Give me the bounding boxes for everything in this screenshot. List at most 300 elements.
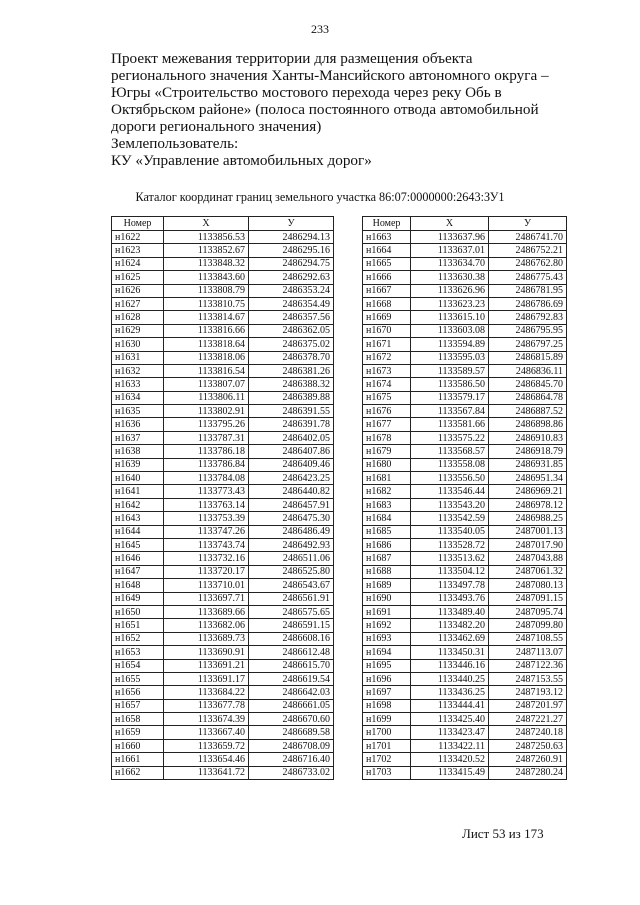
coordinates-table-right xyxy=(362,216,567,780)
coordinate-x: 1133575.22 xyxy=(411,431,489,444)
coordinate-y: 2486612.48 xyxy=(249,646,334,659)
point-number: н1632 xyxy=(112,364,164,377)
coordinate-y: 2486708.09 xyxy=(249,739,334,752)
coordinate-x: 1133802.91 xyxy=(164,405,249,418)
table-row xyxy=(112,646,334,659)
coordinate-x: 1133603.08 xyxy=(411,324,489,337)
coordinate-y: 2486797.25 xyxy=(489,338,567,351)
point-number: н1652 xyxy=(112,632,164,645)
table-row xyxy=(363,271,567,284)
point-number: н1688 xyxy=(363,565,411,578)
table-row xyxy=(112,686,334,699)
coordinate-y: 2486575.65 xyxy=(249,605,334,618)
table-row xyxy=(363,592,567,605)
point-number: н1693 xyxy=(363,632,411,645)
point-number: н1664 xyxy=(363,244,411,257)
catalog-title: Каталог координат границ земельного участка 86:07:0000000:2643:ЗУ1 xyxy=(135,190,505,204)
table-row xyxy=(363,231,567,244)
coordinate-x: 1133747.26 xyxy=(164,525,249,538)
coordinate-y: 2486357.56 xyxy=(249,311,334,324)
table-row xyxy=(363,244,567,257)
point-number: н1634 xyxy=(112,391,164,404)
coordinate-y: 2487193.12 xyxy=(489,686,567,699)
point-number: н1624 xyxy=(112,257,164,270)
coordinate-y: 2486402.05 xyxy=(249,431,334,444)
coordinate-y: 2486615.70 xyxy=(249,659,334,672)
column-header-x: X xyxy=(411,217,489,231)
coordinate-y: 2486741.70 xyxy=(489,231,567,244)
coordinate-y: 2486898.86 xyxy=(489,418,567,431)
table-row xyxy=(112,257,334,270)
table-row xyxy=(112,351,334,364)
coordinate-y: 2486815.89 xyxy=(489,351,567,364)
coordinate-x: 1133810.75 xyxy=(164,297,249,310)
table-row xyxy=(112,297,334,310)
coordinate-y: 2486378.70 xyxy=(249,351,334,364)
table-row xyxy=(112,324,334,337)
coordinate-y: 2486969.21 xyxy=(489,485,567,498)
coordinate-y: 2486836.11 xyxy=(489,364,567,377)
coordinate-y: 2486689.58 xyxy=(249,726,334,739)
coordinate-y: 2487153.55 xyxy=(489,672,567,685)
coordinate-y: 2487122.36 xyxy=(489,659,567,672)
coordinate-x: 1133581.66 xyxy=(411,418,489,431)
point-number: н1663 xyxy=(363,231,411,244)
table-row xyxy=(363,565,567,578)
coordinate-y: 2486391.78 xyxy=(249,418,334,431)
column-header-x: X xyxy=(164,217,249,231)
point-number: н1650 xyxy=(112,605,164,618)
point-number: н1674 xyxy=(363,378,411,391)
table-row xyxy=(112,231,334,244)
coordinate-x: 1133446.16 xyxy=(411,659,489,672)
land-user-name: КУ «Управление автомобильных дорог» xyxy=(111,152,372,169)
coordinate-x: 1133786.18 xyxy=(164,445,249,458)
table-row xyxy=(112,619,334,632)
point-number: н1648 xyxy=(112,579,164,592)
coordinate-y: 2487091.15 xyxy=(489,592,567,605)
table-row xyxy=(112,498,334,511)
table-row xyxy=(363,753,567,766)
table-row xyxy=(112,766,334,779)
point-number: н1633 xyxy=(112,378,164,391)
table-row xyxy=(112,364,334,377)
coordinate-x: 1133556.50 xyxy=(411,472,489,485)
coordinate-y: 2486362.05 xyxy=(249,324,334,337)
coordinate-y: 2486781.95 xyxy=(489,284,567,297)
coordinate-x: 1133423.47 xyxy=(411,726,489,739)
table-row xyxy=(112,338,334,351)
coordinate-x: 1133462.69 xyxy=(411,632,489,645)
coordinate-y: 2487061.32 xyxy=(489,565,567,578)
coordinate-x: 1133818.64 xyxy=(164,338,249,351)
coordinate-y: 2486353.24 xyxy=(249,284,334,297)
coordinate-x: 1133720.17 xyxy=(164,565,249,578)
point-number: н1629 xyxy=(112,324,164,337)
coordinate-y: 2486918.79 xyxy=(489,445,567,458)
coordinate-y: 2486381.26 xyxy=(249,364,334,377)
table-row xyxy=(112,579,334,592)
point-number: н1695 xyxy=(363,659,411,672)
table-row xyxy=(363,525,567,538)
coordinate-x: 1133773.43 xyxy=(164,485,249,498)
point-number: н1636 xyxy=(112,418,164,431)
table-row xyxy=(112,538,334,551)
coordinate-x: 1133482.20 xyxy=(411,619,489,632)
coordinate-y: 2486354.49 xyxy=(249,297,334,310)
header-line: Проект межевания территории для размещения объекта xyxy=(111,50,473,67)
coordinate-x: 1133594.89 xyxy=(411,338,489,351)
point-number: н1635 xyxy=(112,405,164,418)
point-number: н1692 xyxy=(363,619,411,632)
coordinate-y: 2486292.63 xyxy=(249,271,334,284)
point-number: н1628 xyxy=(112,311,164,324)
coordinate-y: 2486642.03 xyxy=(249,686,334,699)
coordinate-x: 1133691.17 xyxy=(164,672,249,685)
coordinate-y: 2486294.75 xyxy=(249,257,334,270)
point-number: н1665 xyxy=(363,257,411,270)
column-header-y: У xyxy=(249,217,334,231)
table-row xyxy=(363,257,567,270)
point-number: н1676 xyxy=(363,405,411,418)
table-row xyxy=(363,472,567,485)
point-number: н1678 xyxy=(363,431,411,444)
coordinate-x: 1133689.66 xyxy=(164,605,249,618)
point-number: н1703 xyxy=(363,766,411,779)
coordinate-x: 1133637.01 xyxy=(411,244,489,257)
table-row xyxy=(363,338,567,351)
coordinate-x: 1133743.74 xyxy=(164,538,249,551)
table-row xyxy=(363,445,567,458)
table-row xyxy=(112,244,334,257)
point-number: н1680 xyxy=(363,458,411,471)
header-line: дороги регионального значения) xyxy=(111,118,322,135)
table-row xyxy=(363,605,567,618)
coordinate-y: 2487108.55 xyxy=(489,632,567,645)
coordinate-y: 2486619.54 xyxy=(249,672,334,685)
point-number: н1656 xyxy=(112,686,164,699)
coordinate-x: 1133489.40 xyxy=(411,605,489,618)
coordinate-x: 1133568.57 xyxy=(411,445,489,458)
table-header-row xyxy=(363,217,567,231)
coordinate-x: 1133567.84 xyxy=(411,405,489,418)
table-row xyxy=(112,378,334,391)
table-row xyxy=(363,686,567,699)
coordinate-x: 1133806.11 xyxy=(164,391,249,404)
coordinate-y: 2486716.40 xyxy=(249,753,334,766)
coordinate-y: 2486492.93 xyxy=(249,538,334,551)
table-row xyxy=(363,297,567,310)
point-number: н1651 xyxy=(112,619,164,632)
point-number: н1687 xyxy=(363,552,411,565)
table-body-left xyxy=(112,231,334,780)
table-row xyxy=(112,713,334,726)
coordinate-y: 2486423.25 xyxy=(249,472,334,485)
point-number: н1640 xyxy=(112,472,164,485)
coordinate-x: 1133848.32 xyxy=(164,257,249,270)
coordinate-x: 1133497.78 xyxy=(411,579,489,592)
page-number: 233 xyxy=(311,22,329,36)
coordinate-x: 1133690.91 xyxy=(164,646,249,659)
point-number: н1667 xyxy=(363,284,411,297)
point-number: н1683 xyxy=(363,498,411,511)
coordinate-y: 2486752.21 xyxy=(489,244,567,257)
coordinate-x: 1133732.16 xyxy=(164,552,249,565)
table-row xyxy=(363,405,567,418)
coordinate-x: 1133691.21 xyxy=(164,659,249,672)
coordinate-y: 2486525.80 xyxy=(249,565,334,578)
coordinate-x: 1133654.46 xyxy=(164,753,249,766)
coordinate-x: 1133586.50 xyxy=(411,378,489,391)
coordinate-y: 2486591.15 xyxy=(249,619,334,632)
coordinate-y: 2486988.25 xyxy=(489,512,567,525)
point-number: н1673 xyxy=(363,364,411,377)
coordinate-x: 1133546.44 xyxy=(411,485,489,498)
point-number: н1684 xyxy=(363,512,411,525)
table-row xyxy=(363,552,567,565)
point-number: н1698 xyxy=(363,699,411,712)
point-number: н1622 xyxy=(112,231,164,244)
point-number: н1669 xyxy=(363,311,411,324)
table-row xyxy=(363,311,567,324)
coordinate-x: 1133630.38 xyxy=(411,271,489,284)
point-number: н1699 xyxy=(363,713,411,726)
coordinate-y: 2486561.91 xyxy=(249,592,334,605)
coordinate-x: 1133420.52 xyxy=(411,753,489,766)
point-number: н1696 xyxy=(363,672,411,685)
table-row xyxy=(112,605,334,618)
coordinate-y: 2487001.13 xyxy=(489,525,567,538)
table-row xyxy=(112,405,334,418)
coordinate-x: 1133667.40 xyxy=(164,726,249,739)
table-row xyxy=(112,659,334,672)
point-number: н1623 xyxy=(112,244,164,257)
coordinate-x: 1133816.66 xyxy=(164,324,249,337)
coordinate-x: 1133637.96 xyxy=(411,231,489,244)
table-row xyxy=(363,284,567,297)
table-row xyxy=(112,458,334,471)
coordinate-y: 2486389.88 xyxy=(249,391,334,404)
table-row xyxy=(112,271,334,284)
point-number: н1677 xyxy=(363,418,411,431)
point-number: н1697 xyxy=(363,686,411,699)
coordinate-x: 1133542.59 xyxy=(411,512,489,525)
coordinate-y: 2486608.16 xyxy=(249,632,334,645)
coordinate-y: 2486792.83 xyxy=(489,311,567,324)
point-number: н1646 xyxy=(112,552,164,565)
point-number: н1701 xyxy=(363,739,411,752)
coordinate-x: 1133814.67 xyxy=(164,311,249,324)
table-row xyxy=(112,418,334,431)
point-number: н1643 xyxy=(112,512,164,525)
coordinate-x: 1133558.08 xyxy=(411,458,489,471)
coordinate-x: 1133659.72 xyxy=(164,739,249,752)
table-row xyxy=(363,512,567,525)
point-number: н1637 xyxy=(112,431,164,444)
coordinate-x: 1133415.49 xyxy=(411,766,489,779)
coordinate-y: 2486786.69 xyxy=(489,297,567,310)
coordinate-x: 1133444.41 xyxy=(411,699,489,712)
coordinate-y: 2486388.32 xyxy=(249,378,334,391)
point-number: н1626 xyxy=(112,284,164,297)
coordinate-x: 1133843.60 xyxy=(164,271,249,284)
point-number: н1625 xyxy=(112,271,164,284)
table-row xyxy=(112,485,334,498)
table-row xyxy=(112,552,334,565)
point-number: н1655 xyxy=(112,672,164,685)
table-row xyxy=(112,739,334,752)
table-row xyxy=(363,726,567,739)
coordinate-y: 2486375.02 xyxy=(249,338,334,351)
coordinate-y: 2486845.70 xyxy=(489,378,567,391)
table-row xyxy=(363,351,567,364)
header-line: регионального значения Ханты-Мансийского автономного округа – xyxy=(111,67,549,84)
point-number: н1657 xyxy=(112,699,164,712)
coordinate-x: 1133540.05 xyxy=(411,525,489,538)
table-row xyxy=(112,472,334,485)
coordinate-x: 1133856.53 xyxy=(164,231,249,244)
column-header-number: Номер xyxy=(363,217,411,231)
table-row xyxy=(112,525,334,538)
coordinate-x: 1133528.72 xyxy=(411,538,489,551)
point-number: н1671 xyxy=(363,338,411,351)
coordinate-y: 2486391.55 xyxy=(249,405,334,418)
coordinate-y: 2486409.46 xyxy=(249,458,334,471)
point-number: н1691 xyxy=(363,605,411,618)
table-row xyxy=(363,324,567,337)
point-number: н1645 xyxy=(112,538,164,551)
coordinate-y: 2487080.13 xyxy=(489,579,567,592)
table-row xyxy=(363,672,567,685)
coordinate-x: 1133543.20 xyxy=(411,498,489,511)
table-row xyxy=(363,619,567,632)
coordinate-x: 1133682.06 xyxy=(164,619,249,632)
table-row xyxy=(363,713,567,726)
point-number: н1682 xyxy=(363,485,411,498)
coordinate-x: 1133634.70 xyxy=(411,257,489,270)
point-number: н1686 xyxy=(363,538,411,551)
table-row xyxy=(112,726,334,739)
point-number: н1642 xyxy=(112,498,164,511)
coordinate-x: 1133784.08 xyxy=(164,472,249,485)
coordinate-x: 1133450.31 xyxy=(411,646,489,659)
point-number: н1662 xyxy=(112,766,164,779)
point-number: н1685 xyxy=(363,525,411,538)
table-row xyxy=(363,364,567,377)
point-number: н1641 xyxy=(112,485,164,498)
table-row xyxy=(363,485,567,498)
table-row xyxy=(112,512,334,525)
coordinate-y: 2486511.06 xyxy=(249,552,334,565)
coordinate-y: 2487250.63 xyxy=(489,739,567,752)
coordinate-y: 2486864.78 xyxy=(489,391,567,404)
table-row xyxy=(112,391,334,404)
point-number: н1668 xyxy=(363,297,411,310)
point-number: н1638 xyxy=(112,445,164,458)
coordinate-y: 2487017.90 xyxy=(489,538,567,551)
point-number: н1666 xyxy=(363,271,411,284)
coordinate-y: 2486294.13 xyxy=(249,231,334,244)
coordinate-y: 2486440.82 xyxy=(249,485,334,498)
coordinate-x: 1133589.57 xyxy=(411,364,489,377)
coordinate-y: 2487280.24 xyxy=(489,766,567,779)
table-row xyxy=(363,739,567,752)
coordinate-x: 1133674.39 xyxy=(164,713,249,726)
coordinate-y: 2487221.27 xyxy=(489,713,567,726)
coordinate-x: 1133504.12 xyxy=(411,565,489,578)
table-row xyxy=(112,592,334,605)
coordinate-x: 1133626.96 xyxy=(411,284,489,297)
coordinate-x: 1133808.79 xyxy=(164,284,249,297)
coordinate-x: 1133818.06 xyxy=(164,351,249,364)
coordinate-y: 2486733.02 xyxy=(249,766,334,779)
point-number: н1631 xyxy=(112,351,164,364)
point-number: н1630 xyxy=(112,338,164,351)
coordinate-x: 1133422.11 xyxy=(411,739,489,752)
point-number: н1647 xyxy=(112,565,164,578)
table-row xyxy=(112,284,334,297)
coordinate-y: 2486775.43 xyxy=(489,271,567,284)
table-row xyxy=(112,445,334,458)
table-row xyxy=(363,391,567,404)
sheet-counter: Лист 53 из 173 xyxy=(462,826,544,841)
point-number: н1627 xyxy=(112,297,164,310)
coordinate-y: 2487260.91 xyxy=(489,753,567,766)
header-line: Октябрьском районе» (полоса постоянного отвода автомобильной xyxy=(111,101,539,118)
coordinate-x: 1133852.67 xyxy=(164,244,249,257)
coordinate-y: 2486887.52 xyxy=(489,405,567,418)
header-line: Югры «Строительство мостового перехода через реку Обь в xyxy=(111,84,502,101)
coordinate-x: 1133436.25 xyxy=(411,686,489,699)
document-header xyxy=(111,50,561,169)
coordinate-y: 2486931.85 xyxy=(489,458,567,471)
coordinate-y: 2486910.83 xyxy=(489,431,567,444)
point-number: н1661 xyxy=(112,753,164,766)
point-number: н1653 xyxy=(112,646,164,659)
table-row xyxy=(363,646,567,659)
table-row xyxy=(112,431,334,444)
coordinate-x: 1133493.76 xyxy=(411,592,489,605)
coordinate-y: 2486978.12 xyxy=(489,498,567,511)
coordinate-x: 1133697.71 xyxy=(164,592,249,605)
table-row xyxy=(363,579,567,592)
point-number: н1681 xyxy=(363,472,411,485)
coordinate-x: 1133816.54 xyxy=(164,364,249,377)
coordinate-y: 2486457.91 xyxy=(249,498,334,511)
coordinate-y: 2486795.95 xyxy=(489,324,567,337)
point-number: н1672 xyxy=(363,351,411,364)
point-number: н1694 xyxy=(363,646,411,659)
coordinate-x: 1133677.78 xyxy=(164,699,249,712)
point-number: н1659 xyxy=(112,726,164,739)
point-number: н1658 xyxy=(112,713,164,726)
column-header-y: У xyxy=(489,217,567,231)
table-row xyxy=(363,766,567,779)
table-row xyxy=(112,753,334,766)
table-row xyxy=(363,431,567,444)
coordinate-y: 2486407.86 xyxy=(249,445,334,458)
point-number: н1670 xyxy=(363,324,411,337)
coordinate-x: 1133579.17 xyxy=(411,391,489,404)
land-user-label: Землепользователь: xyxy=(111,135,239,152)
coordinate-y: 2487099.80 xyxy=(489,619,567,632)
table-row xyxy=(363,378,567,391)
coordinate-x: 1133440.25 xyxy=(411,672,489,685)
table-row xyxy=(363,418,567,431)
point-number: н1660 xyxy=(112,739,164,752)
point-number: н1649 xyxy=(112,592,164,605)
coordinate-y: 2486670.60 xyxy=(249,713,334,726)
